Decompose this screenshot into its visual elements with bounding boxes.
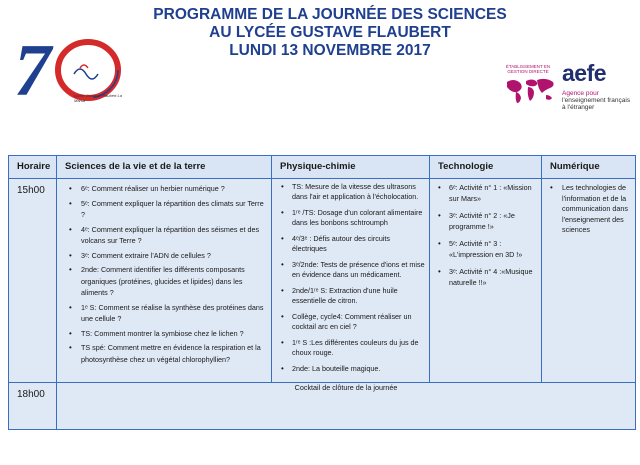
list-item: • 1ʳᵉ S :Les différentes couleurs du jus de choux rouge. — [272, 338, 425, 358]
list-item: • Collège, cycle4: Comment réaliser un cocktail arc en ciel ? — [272, 312, 425, 332]
header-technologie: Technologie — [430, 156, 542, 179]
aefe-caption: ÉTABLISSEMENT EN GESTION DIRECTE — [505, 64, 551, 74]
technologie-cell — [430, 179, 542, 383]
program-table — [8, 155, 636, 430]
table-row — [9, 383, 636, 430]
title-line-3: LUNDI 13 NOVEMBRE 2017 — [229, 42, 431, 59]
header-horaire: Horaire — [9, 156, 57, 179]
list-item: • 2nde/1ʳᵉ S: Extraction d'une huile essentielle de citron. — [272, 286, 425, 306]
list-item: • 3ᵉ/2nde: Tests de présence d'ions et mise en évidence dans un médicament. — [272, 260, 425, 280]
list-item: • TS: Comment montrer la symbiose chez le lichen ? — [57, 328, 267, 340]
numerique-list — [542, 179, 635, 241]
physique-list — [272, 179, 429, 382]
list-item: • 5ᵉ: Activité n° 3 : «L'impression en 3D !» — [430, 239, 537, 260]
title-line-1: PROGRAMME DE LA JOURNÉE DES SCIENCES — [153, 6, 507, 23]
list-item: • 4ᵉ: Comment expliquer la répartition des séismes et des volcans sur Terre ? — [57, 224, 267, 247]
page-title — [95, 6, 565, 60]
table-row — [9, 179, 636, 383]
world-map-icon — [504, 76, 556, 104]
list-item: • 3ᵉ: Comment extraire l'ADN de cellules ? — [57, 250, 267, 262]
list-item: • 1ᵉ S: Comment se réalise la synthèse des protéines dans une cellule ? — [57, 302, 267, 325]
list-item: • TS spé: Comment mettre en évidence la respiration et la photosynthèse chez un végétal chlorophyllien? — [57, 342, 267, 365]
aefe-tagline — [562, 90, 630, 111]
list-item: • 1ʳᵉ /TS: Dosage d'un colorant alimentaire dans les bonbons schtroumph — [272, 208, 425, 228]
list-item: • 6ᵉ: Activité n° 1 : «Mission sur Mars» — [430, 183, 537, 204]
list-item: • Les technologies de l'information et de la communication dans l'enseignement des sciences — [542, 183, 631, 236]
svt-list — [57, 179, 271, 370]
title-line-2: AU LYCÉE GUSTAVE FLAUBERT — [209, 24, 451, 41]
list-item: • 5ᵉ: Comment expliquer la répartition des climats sur Terre ? — [57, 198, 267, 221]
header-svt: Sciences de la vie et de la terre — [57, 156, 272, 179]
list-item: • 2nde: La bouteille magique. — [272, 364, 425, 374]
lycee-logo — [14, 30, 126, 112]
aefe-wordmark: aefe — [562, 60, 607, 86]
aefe-tagline-2: l'enseignement français — [562, 97, 631, 104]
list-item: • 2nde: Comment identifier les différents composants organiques (protéines, glucides et lipides) dans les aliments ? — [57, 264, 267, 299]
svt-cell — [57, 179, 272, 383]
logo-caption: Lycée Gustave Flaubert La Marsa — [74, 93, 122, 103]
list-item: • TS: Mesure de la vitesse des ultrasons dans l'air et application à l'écholocation. — [272, 182, 425, 202]
list-item: • 3ᵉ: Activité n° 2 : «Je programme !» — [430, 211, 537, 232]
hour-15h: 15h00 — [9, 179, 57, 383]
hour-18h: 18h00 — [9, 383, 57, 430]
list-item: • 3ᵉ: Activité n° 4 :«Musique naturelle !!» — [430, 267, 537, 288]
header-physique: Physique-chimie — [272, 156, 430, 179]
physique-cell — [272, 179, 430, 383]
closing-cocktail: Cocktail de clôture de la journée — [57, 383, 636, 430]
aefe-tagline-3: à l'étranger — [562, 104, 595, 111]
numerique-cell — [542, 179, 636, 383]
aefe-tagline-1: Agence pour — [562, 90, 599, 97]
header-numerique: Numérique — [542, 156, 636, 179]
logo-number: 7 — [14, 30, 51, 112]
aefe-logo — [500, 52, 632, 122]
table-header-row — [9, 156, 636, 179]
list-item: • 6ᵉ: Comment réaliser un herbier numérique ? — [57, 183, 267, 195]
list-item: • 4ᵉ/3ᵉ : Défis autour des circuits électriques — [272, 234, 425, 254]
technologie-list — [430, 179, 541, 297]
